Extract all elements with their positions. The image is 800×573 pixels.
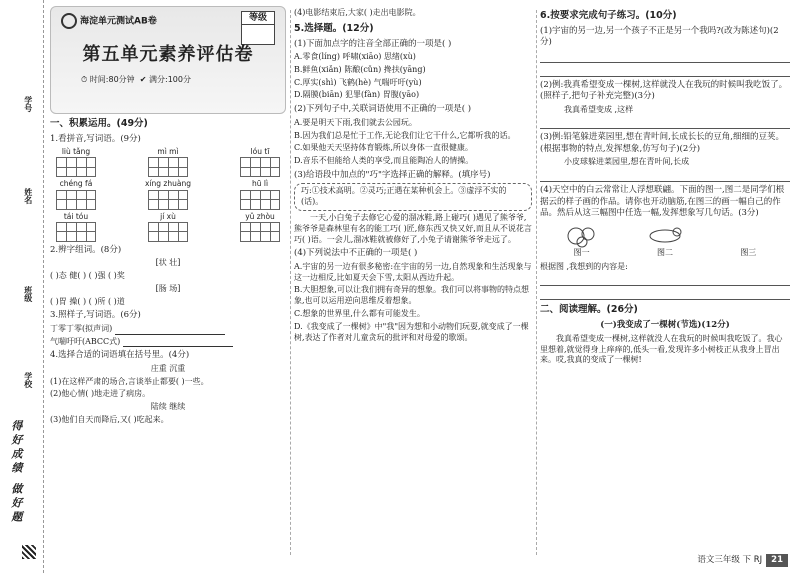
reading-title: (一)我变成了一棵树(节选)(12分) [600,320,730,331]
answer-line[interactable] [540,288,790,300]
answer-line[interactable] [540,65,790,77]
example-3b [50,337,286,348]
pinyin-text: liù tǎng [61,147,91,157]
figure-3-label: 图三 [740,247,757,257]
blank-drawing-area [728,224,768,248]
pinyin-item[interactable] [234,212,286,242]
answer-line[interactable] [540,51,790,63]
option[interactable]: C.厚实(shì) 飞鹤(hè) 气喘吁吁(yù) [294,77,422,87]
answer-line[interactable] [123,338,233,347]
pinyin-text: jí xù [160,211,176,221]
choose-figure[interactable]: 根据图 ,我想到的内容是: [540,261,628,271]
page-number: 21 [766,554,788,567]
figure-3[interactable] [719,224,777,260]
question-6-3: (3)例:铅笔躲进菜园里,想在青叶间,长成长长的豆角,细细的豆荚。(根据事物的特点,发挥想象,仿写句子)(2分) [540,132,785,154]
brand [61,13,157,29]
pinyin-text: hū lì [251,179,269,189]
pinyin-item[interactable] [142,147,194,177]
book-info: 语文三年级 下 RJ [697,555,763,565]
pinyin-item[interactable] [50,212,102,242]
slogan: 得好成绩 做好题 [9,420,23,525]
option[interactable]: B.大胆想象,可以让我们拥有奇异的想象。我们可以将事物的特点想象,也可以运用逆向思维反着想象。 [294,285,529,306]
fill-4b[interactable]: (2)他心情( )地走进了病房。 [50,389,151,399]
option[interactable]: A.零食(líng) 呼啸(xiāo) 思绪(xù) [294,52,416,62]
question-3: 3.照样子,写词语。(6分) [50,310,141,321]
example-3a-text: 丁零丁零(拟声词) [50,323,113,333]
pinyin-text: yǔ zhòu [245,211,275,221]
cloud-bear-icon [562,224,602,248]
student-id-label: 学号 [23,96,33,112]
figure-1-label: 图一 [573,247,590,257]
fill-4d[interactable]: (4)电影结束后,大家( )走出电影院。 [294,8,421,17]
question-1: 1.看拼音,写词语。(9分) [50,133,141,144]
fill-4c[interactable]: (3)他们自天而降后,又( )吃起来。 [50,415,169,425]
example-3a [50,324,286,335]
column-3 [540,6,790,366]
option[interactable]: D.隔膜(biān) 犯罪(fàn) 胃腹(yāo) [294,90,420,100]
question-6: 6.按要求完成句子练习。(10分) [540,10,677,21]
pinyin-row-1 [50,147,286,177]
exam-meta: ⏱ 时间:80分钟 ✔ 满分:100分 [81,75,191,84]
column-divider [290,10,291,555]
option[interactable]: A.宇宙的另一边有很多秘密:在宇宙的另一边,自然现象和生活现象与这一边相反,比如夏天会下雪,太阳从西边升起。 [294,261,532,282]
brand-text: 海淀单元测试AB卷 [80,16,157,27]
option[interactable]: B.因为我们总是忙于工作,无论我们让它干什么,它都听我的话。 [294,130,516,140]
question-5-1: (1)下面加点字的注音全部正确的一项是( ) [294,38,452,49]
pinyin-text: lóu tī [250,147,270,157]
full-score: 满分:100分 [149,75,191,84]
question-6-4: (4)天空中的白云常常让人浮想联翩。下面的图一,图二是同学们根据云的样子画的作品。请你也开动脑筋,在图三的画一幅自己的作品。然后从这三幅图中任选一幅,发挥想象写几句话。(3分) [540,185,785,219]
frame-6b[interactable]: 我真希望变成 ,这样 [564,104,634,114]
figure-1[interactable] [553,224,611,260]
option[interactable]: C.如果他天天坚持体育锻炼,所以身体一直很健康。 [294,143,473,153]
fill-line-2b[interactable]: ( )胃 操( ) ( )所 ( )道 [50,296,125,306]
word-choices-1: 庄重 沉重 [150,363,186,373]
hint-box: 巧:①技术高明。②灵巧;正遇在某种机会上。③虚浮不实的(话)。 [294,183,532,211]
answer-line[interactable] [540,170,790,182]
reading-passage: 我真希望变成一棵树,这样就没人在我玩的时候叫我吃饭了。我心里想着,就觉得身上痒痒的,低头一看,发现许多小树枝正从我身上冒出来。哎,我真的变成了一棵树! [540,333,783,365]
fill-line-2a[interactable]: ( )态 健( ) ( )强 ( )奖 [50,270,125,280]
pinyin-row-3 [50,212,286,242]
time-limit: 时间:80分钟 [89,75,135,84]
passage: 一天,小白兔子去修它心爱的溜冰鞋,路上碰巧( )遇见了熊爷爷,熊爷爷是森林里有名的能工巧( )匠,修东西又快又好,而且从不说花言巧( )语。一会儿,溜冰鞋就被修好了,小兔子请谢熊爷爷走远了。 [294,212,532,244]
word-choices-2: 陆续 继续 [150,402,186,412]
pinyin-text: xíng zhuàng [145,179,191,189]
class-label: 班级 [23,286,33,302]
column-divider [536,10,537,555]
pinyin-item[interactable] [50,179,102,209]
section-2-title: 二、阅读理解。(26分) [540,304,638,316]
exam-header [50,6,286,114]
question-5: 5.选择题。(12分) [294,22,374,34]
question-5-3: (3)给语段中加点的"巧"字选择正确的解释。(填序号) [294,169,491,180]
answer-line[interactable] [115,326,225,335]
char-pair-2: [肠 场] [155,283,181,293]
pinyin-item[interactable] [234,179,286,209]
column-2 [294,6,532,343]
logo-icon [61,13,77,29]
option[interactable]: C.想象的世界里,什么都有可能发生。 [294,309,425,319]
pinyin-item[interactable] [142,179,194,209]
page-title: 第五单元素养评估卷 [82,44,254,65]
pinyin-text: mì mì [157,147,179,157]
frame-6c[interactable]: 小皮球躲进菜园里,想在青叶间,长成 [564,157,690,167]
pinyin-item[interactable] [234,147,286,177]
question-6-1: (1)宇宙的另一边,另一个孩子不正是另一个我吗?(改为陈述句)(2分) [540,25,779,48]
option[interactable]: D.音乐不但能给人类的享受,而且能陶冶人的情操。 [294,156,474,166]
pinyin-text: chéng fá [59,179,93,189]
cloud-figures [540,224,790,260]
answer-line[interactable] [540,274,790,286]
question-6-2: (2)例:我真希望变成一棵树,这样就没人在我玩的时候叫我吃饭了。(照样子,把句子补充完整)(3分) [540,79,788,102]
qr-code-icon [22,545,36,559]
question-5-2: (2)下列句子中,关联词语使用不正确的一项是( ) [294,104,472,115]
page-footer [697,554,788,567]
figure-2[interactable] [636,224,694,260]
option[interactable]: B.鲜鱼(xiǎn) 陈酿(cǔn) 搀扶(yāng) [294,64,426,74]
example-3b-text: 气喘吁吁(ABCC式) [50,336,121,346]
pinyin-item[interactable] [50,147,102,177]
binding-strip [0,0,44,573]
name-label: 姓名 [23,188,33,204]
section-1-title: 一、积累运用。(49分) [50,118,148,129]
question-5-4: (4)下列说法中不正确的一项是( ) [294,248,418,259]
fill-4a[interactable]: (1)在这样严肃的场合,言谈举止都要( )一些。 [50,376,209,386]
answer-line[interactable] [540,117,790,129]
school-label: 学校 [23,372,33,388]
option[interactable]: D.《我变成了一棵树》中"我"因为想和小动物们玩耍,就变成了一棵树,表达了作者对儿童贪玩的批评和对母爱的歌颂。 [294,321,529,342]
pinyin-text: tái tóu [63,211,89,221]
option[interactable]: A.要是明天下雨,我们就去公园玩。 [294,117,417,127]
column-1 [50,6,286,426]
grade-label: 等级 [242,12,274,25]
grade-box[interactable] [241,11,275,45]
pinyin-row-2 [50,179,286,209]
question-4: 4.选择合适的词语填在括号里。(4分) [50,350,190,361]
question-2: 2.辨字组词。(8分) [50,244,122,255]
figure-2-label: 图二 [656,247,673,257]
cloud-animal-icon [645,224,685,248]
pinyin-item[interactable] [142,212,194,242]
char-pair-1: [状 壮] [155,258,181,268]
